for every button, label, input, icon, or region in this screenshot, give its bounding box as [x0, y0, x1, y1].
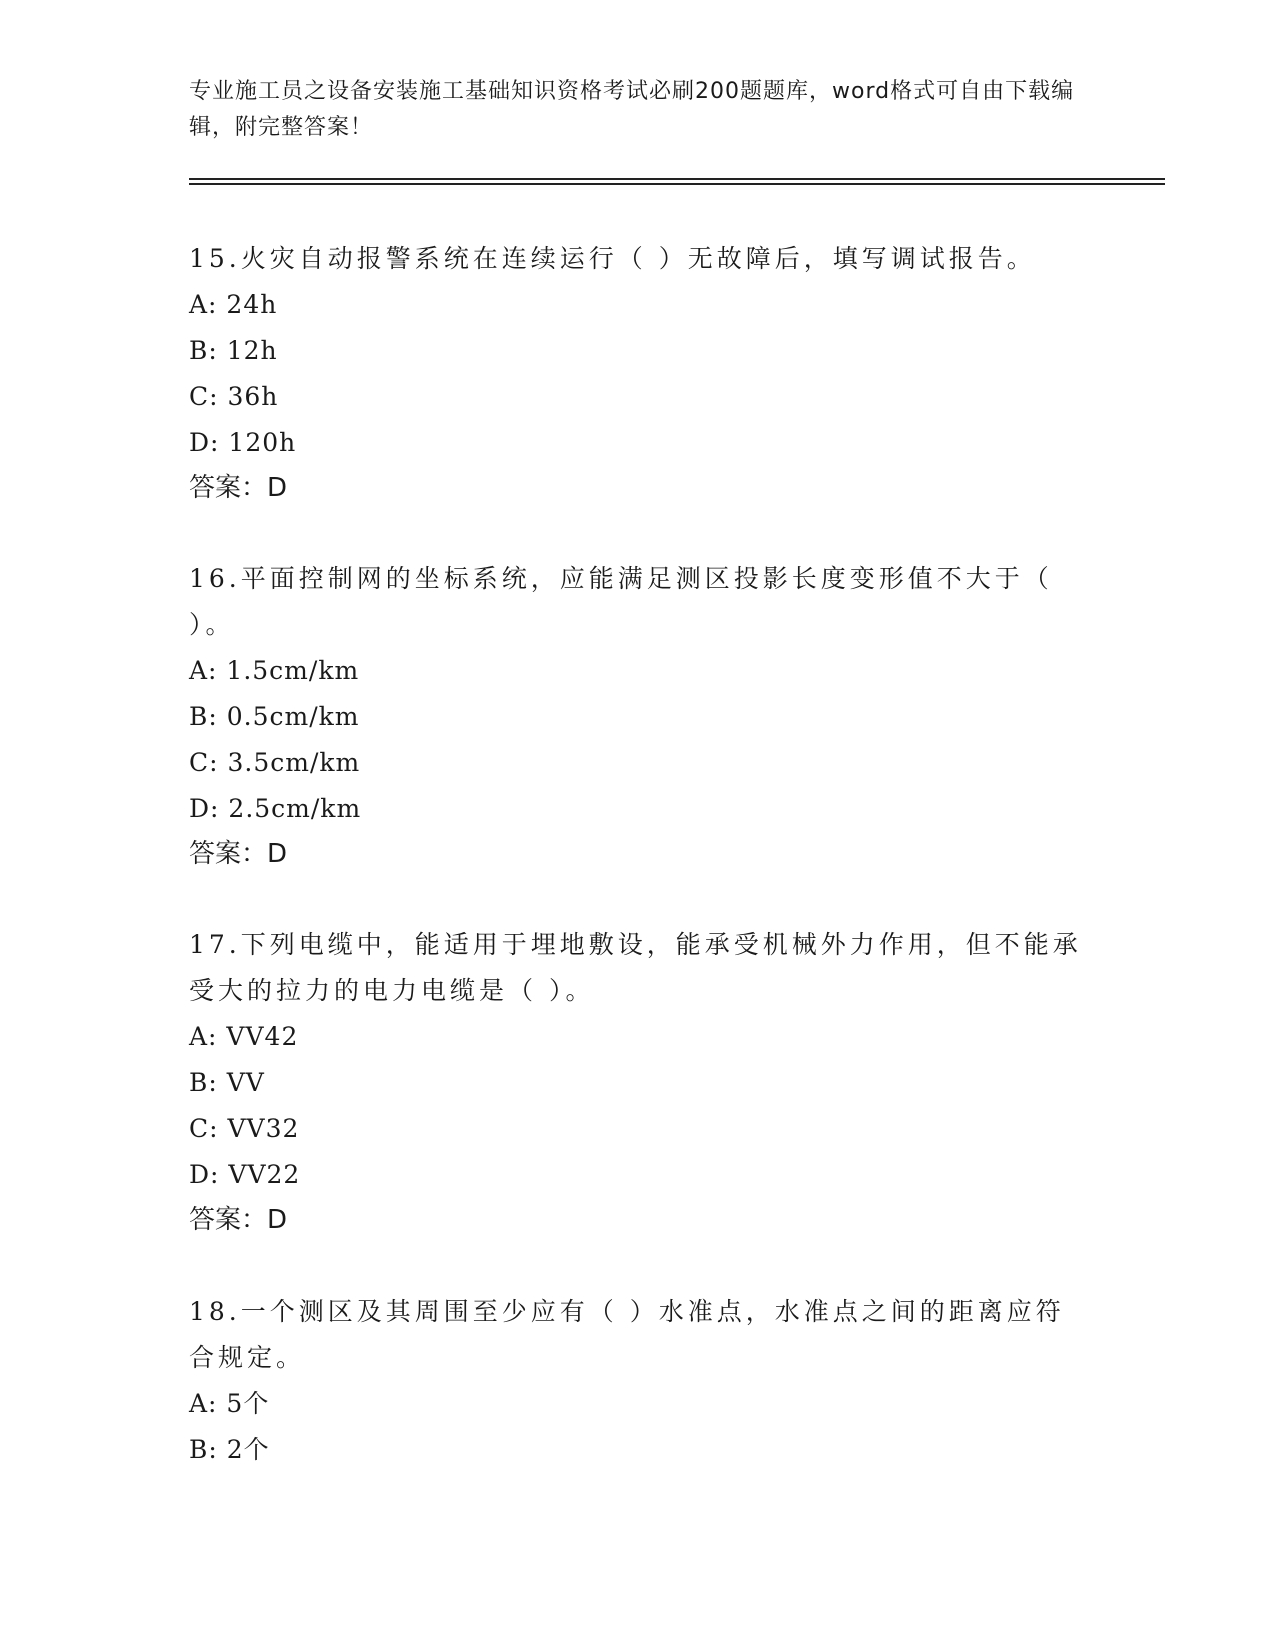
option-b: B: 2个 [189, 1435, 270, 1464]
question-stem: 17.下列电缆中，能适用于埋地敷设，能承受机械外力作用，但不能承受大的拉力的电力电缆是（ ）。 [189, 930, 1082, 1005]
option-c: C: VV32 [189, 1114, 300, 1143]
header-divider-bottom [189, 183, 1165, 185]
answer: 答案：D [189, 473, 288, 503]
option-d: D: VV22 [189, 1160, 301, 1189]
answer: 答案：D [189, 839, 288, 869]
question-18 [189, 1289, 1089, 1473]
question-15 [189, 236, 1089, 510]
header-divider-top [189, 178, 1165, 180]
question-stem: 16.平面控制网的坐标系统，应能满足测区投影长度变形值不大于（ ）。 [189, 564, 1065, 639]
document-header: 专业施工员之设备安装施工基础知识资格考试必刷200题题库，word格式可自由下载编辑，附完整答案！ [189, 79, 1075, 140]
option-b: B: VV [189, 1068, 265, 1097]
option-a: A: 5个 [189, 1389, 270, 1418]
option-a: A: VV42 [189, 1022, 299, 1051]
option-a: A: 24h [189, 290, 278, 319]
option-d: D: 120h [189, 428, 297, 457]
answer: 答案：D [189, 1205, 288, 1235]
question-17 [189, 922, 1089, 1242]
option-c: C: 36h [189, 382, 279, 411]
option-d: D: 2.5cm/km [189, 794, 362, 823]
option-a: A: 1.5cm/km [189, 656, 360, 685]
question-stem: 15.火灾自动报警系统在连续运行（ ）无故障后，填写调试报告。 [189, 244, 1036, 273]
question-16 [189, 556, 1089, 876]
option-b: B: 0.5cm/km [189, 702, 360, 731]
option-b: B: 12h [189, 336, 278, 365]
question-stem: 18.一个测区及其周围至少应有（ ）水准点，水准点之间的距离应符合规定。 [189, 1297, 1065, 1372]
option-c: C: 3.5cm/km [189, 748, 361, 777]
